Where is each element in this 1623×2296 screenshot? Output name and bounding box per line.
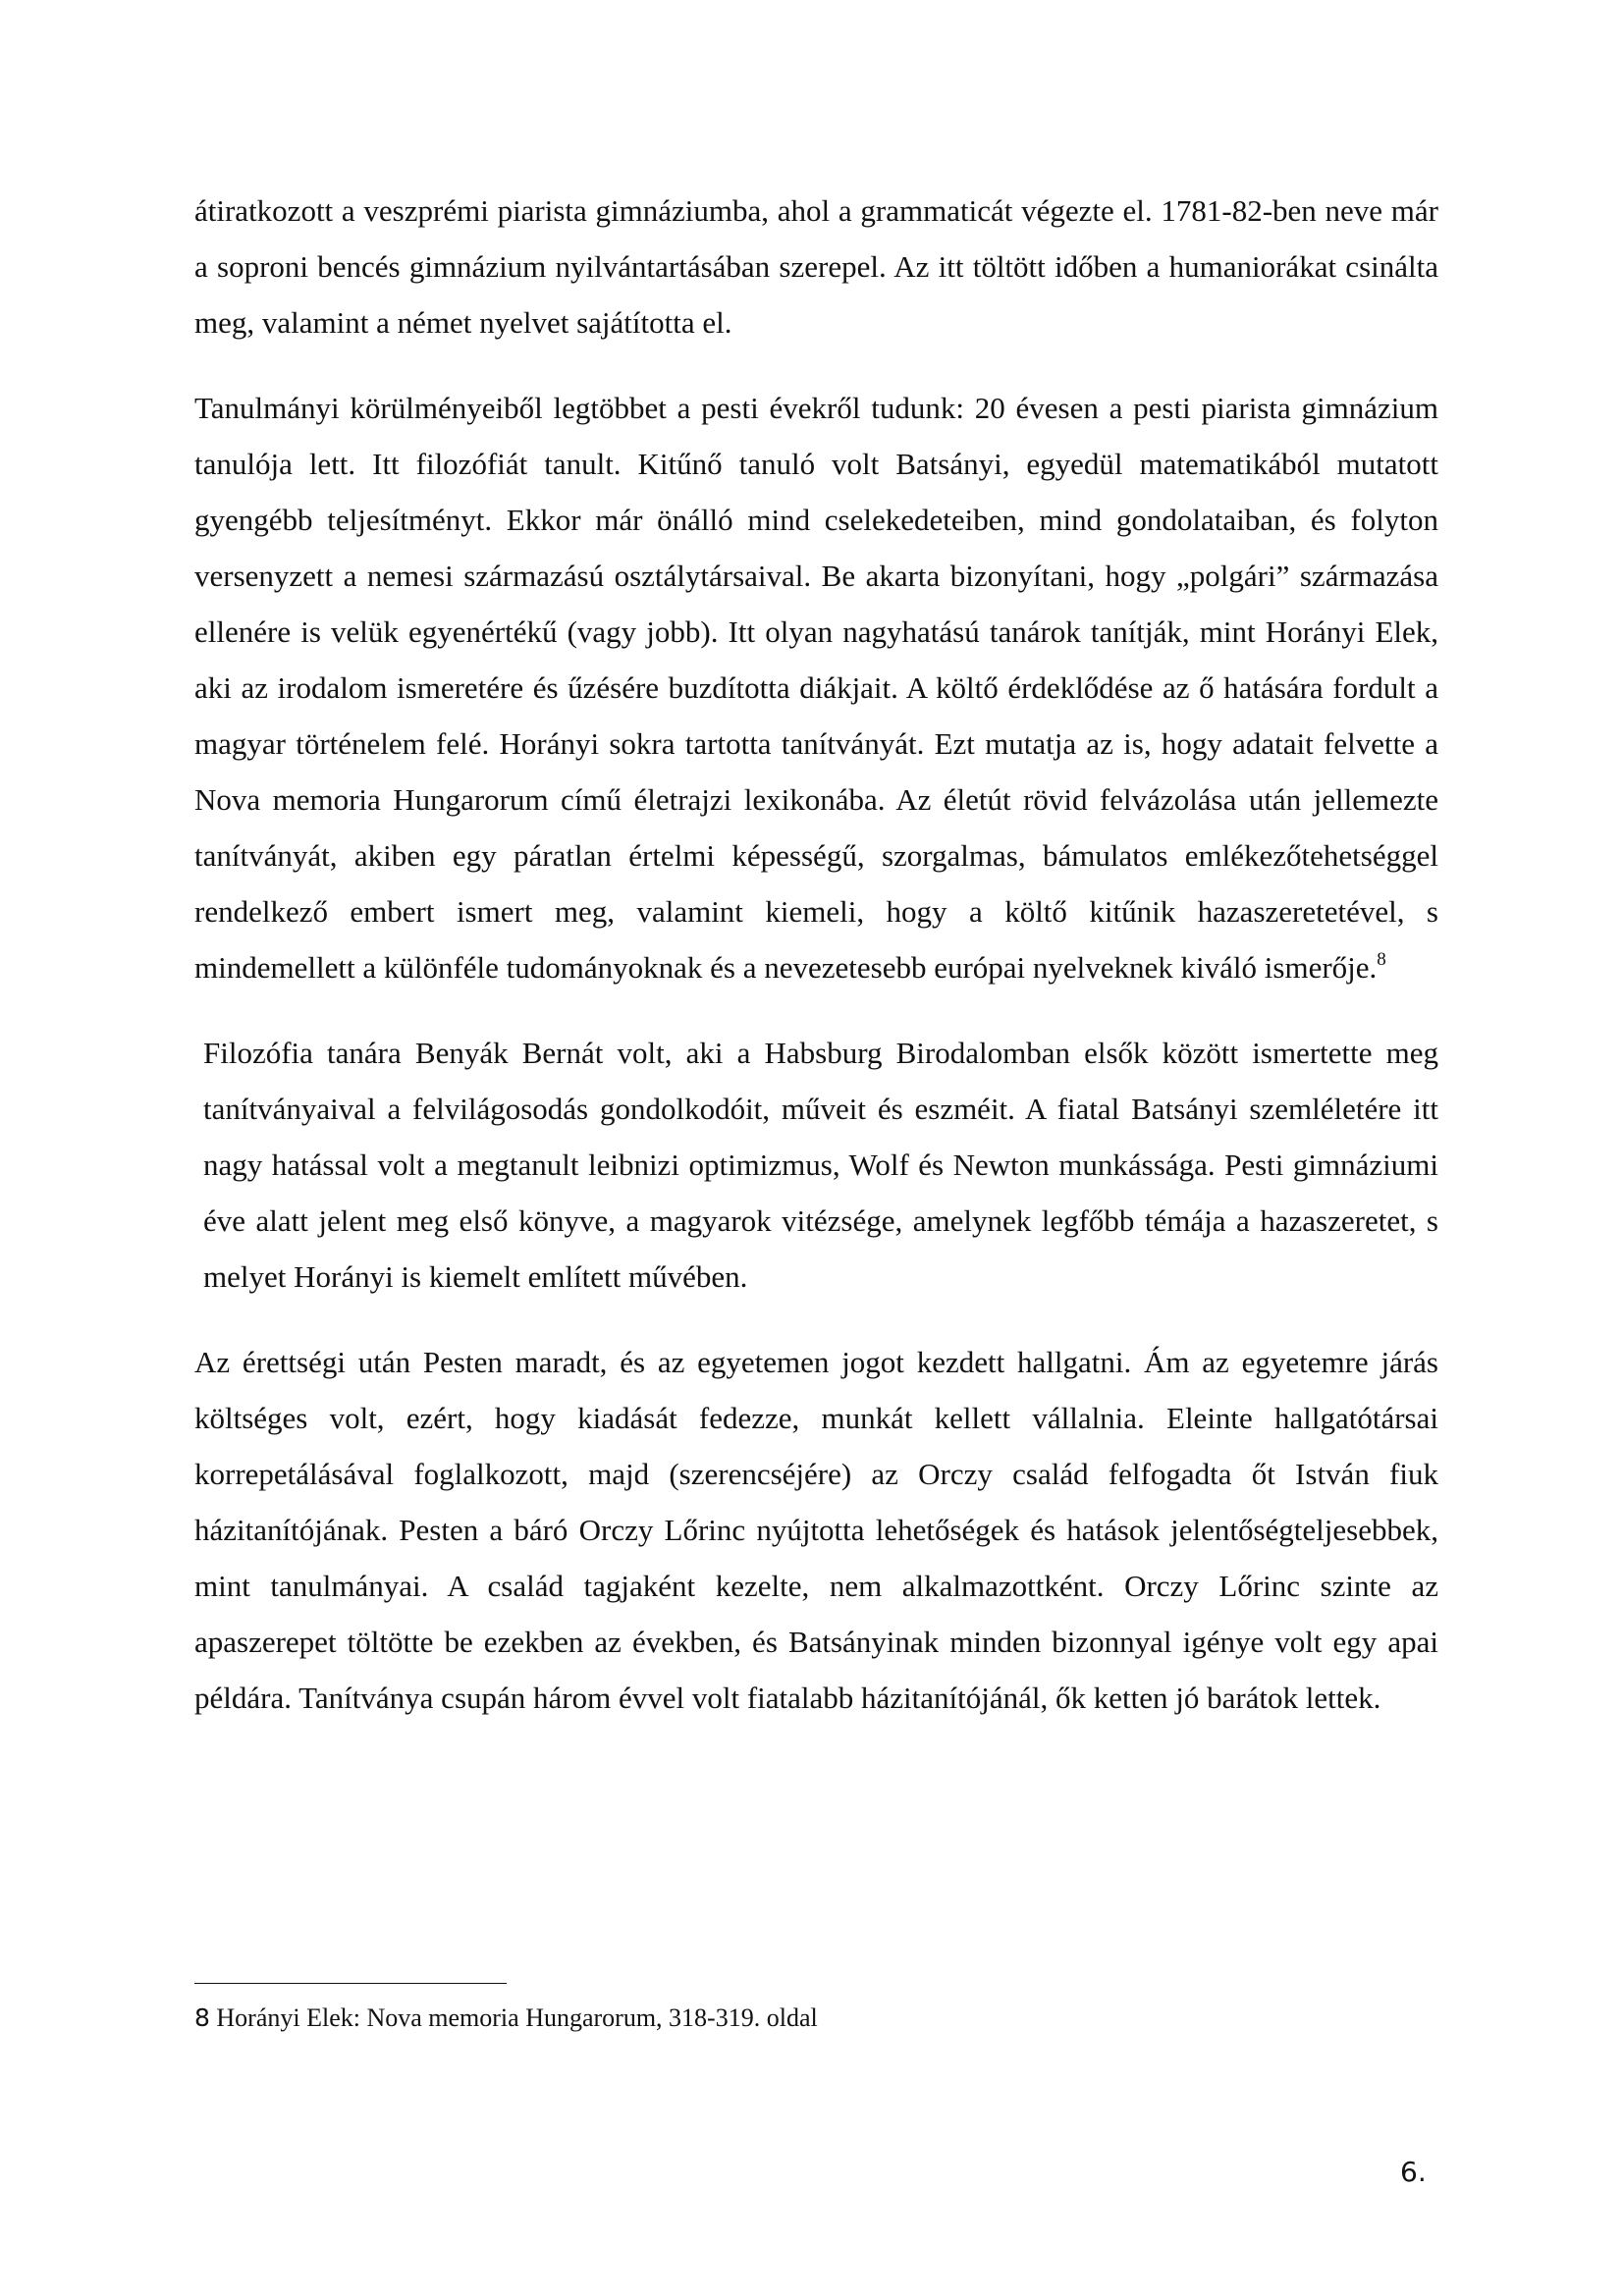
footnote xyxy=(194,2002,818,2035)
paragraph-4: Az érettségi után Pesten maradt, és az egyetemen jogot kezdett hallgatni. Ám az egyetemre járás költséges volt, ezért, hogy kiadását fedezze, munkát kellett vállalnia. Eleinte hallgatótársai korrepetálásával foglalkozott, majd (szerencséjére) az Orczy család felfogadta őt István fiuk házitanítójának. Pesten a báró Orczy Lőrinc nyújtotta lehetőségek és hatások jelentőségteljesebbek, mint tanulmányai. A család tagjaként kezelte, nem alkalmazottként. Orczy Lőrinc szinte az apaszerepet töltötte be ezekben az években, és Batsányinak minden bizonnyal igénye volt egy apai példára. Tanítványa csupán három évvel volt fiatalabb házitanítójánál, ők ketten jó barátok lettek. xyxy=(194,1345,1438,1715)
paragraph-1: átiratkozott a veszprémi piarista gimnáziumba, ahol a grammaticát végezte el. 1781-82-ben neve már a soproni bencés gimnázium nyilvántartásában szerepel. Az itt töltött időben a humaniorákat csinálta meg, valamint a német nyelvet sajátította el. xyxy=(194,193,1438,340)
page-number: 6. xyxy=(1400,2156,1427,2188)
page-body xyxy=(194,183,1438,1726)
footnote-number: 8 xyxy=(194,2003,210,2032)
footnote-separator xyxy=(194,1983,507,1984)
footnote-text: Horányi Elek: Nova memoria Hungarorum, 318-319. oldal xyxy=(216,2003,818,2032)
footnote-reference: 8 xyxy=(1377,949,1386,970)
paragraph-2-text: Tanulmányi körülményeiből legtöbbet a pesti évekről tudunk: 20 évesen a pesti piarista gimnázium tanulója lett. Itt filozófiát tanult. Kitűnő tanuló volt Batsányi, egyedül matematikából mutatott gyengébb teljesítményt. Ekkor már önálló mind cselekedeteiben, mind gondolataiban, és folyton versenyzett a nemesi származású osztálytársaival. Be akarta bizonyítani, hogy „polgári” származása ellenére is velük egyenértékű (vagy jobb). Itt olyan nagyhatású tanárok tanítják, mint Horányi Elek, aki az irodalom ismeretére és űzésére buzdította diákjait. A költő érdeklődése az ő hatására fordult a magyar történelem felé. Horányi sokra tartotta tanítványát. Ezt mutatja az is, hogy adatait felvette a Nova memoria Hungarorum című életrajzi lexikonába. Az életút rövid felvázolása után jellemezte tanítványát, akiben egy páratlan értelmi képességű, szorgalmas, bámulatos emlékezőtehetséggel rendelkező embert ismert meg, valamint kiemeli, hogy a költő kitűnik hazaszeretetével, s mindemellett a különféle tudományoknak és a nevezetesebb európai nyelveknek kiváló ismerője. xyxy=(194,391,1438,985)
paragraph-3: Filozófia tanára Benyák Bernát volt, aki a Habsburg Birodalomban elsők között ismertette meg tanítványaival a felvilágosodás gondolkodóit, műveit és eszméit. A fiatal Batsányi szemléletére itt nagy hatással volt a megtanult leibnizi optimizmus, Wolf és Newton munkássága. Pesti gimnáziumi éve alatt jelent meg első könyve, a magyarok vitézsége, amelynek legfőbb témája a hazaszeretet, s melyet Horányi is kiemelt említett művében. xyxy=(203,1036,1438,1294)
paragraph-2 xyxy=(194,380,1438,995)
